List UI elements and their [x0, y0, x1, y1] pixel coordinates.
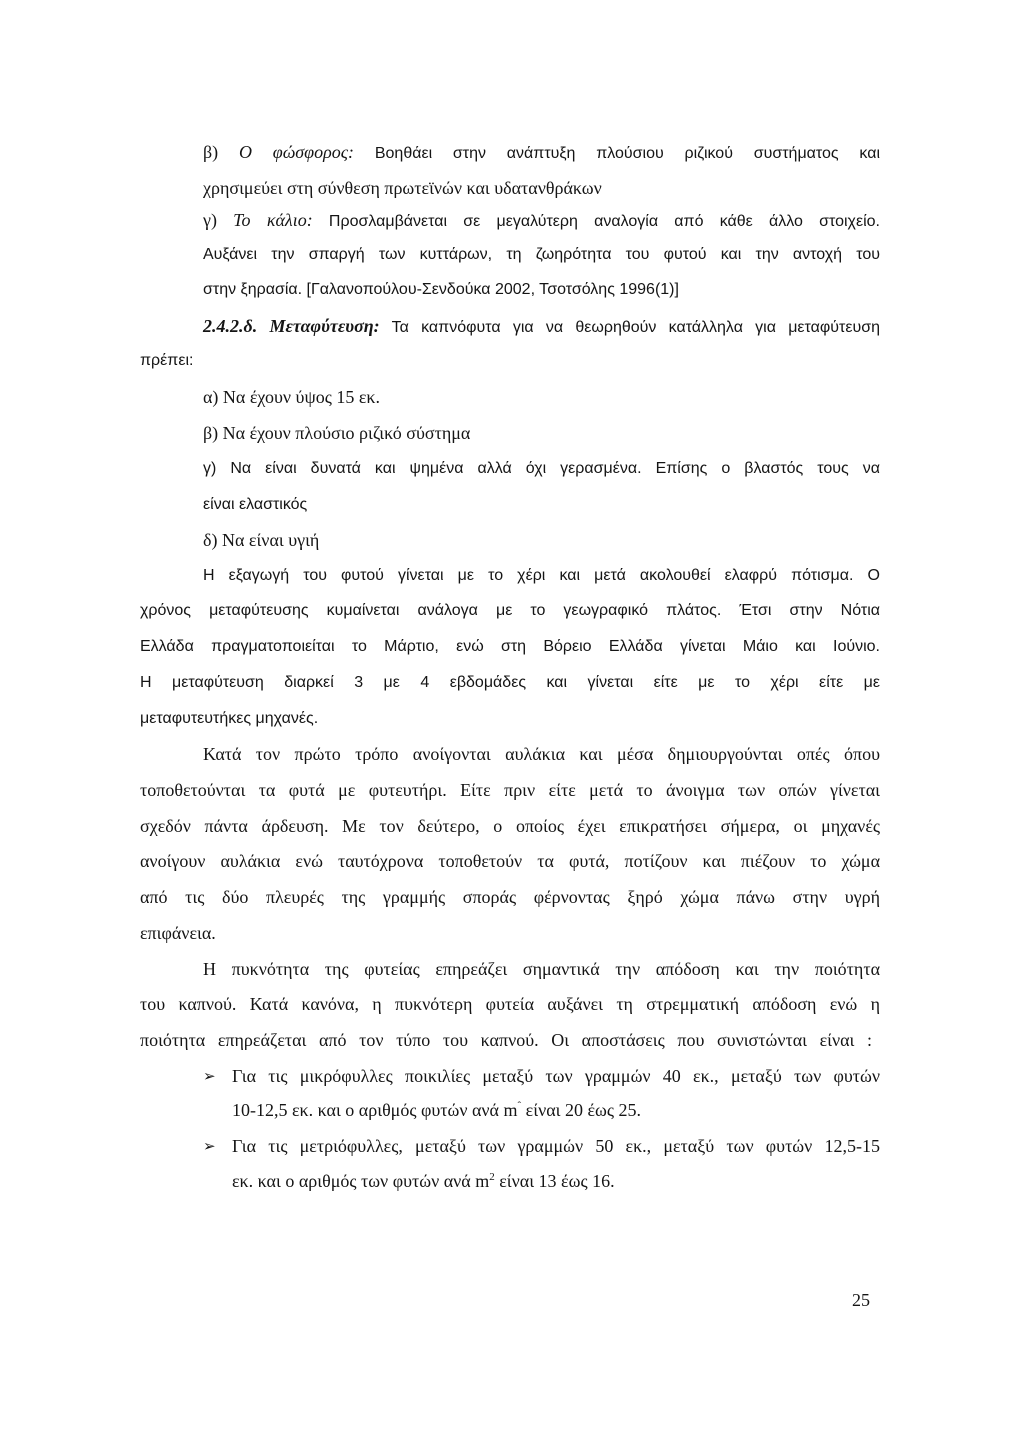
- paragraph-line: επιφάνεια.: [140, 923, 216, 943]
- section-intro-text: Τα καπνόφυτα για να θεωρηθούν κατάλληλα για μεταφύτευση: [391, 319, 881, 336]
- term-phosphorus: Ο φώσφορος:: [238, 142, 355, 162]
- potassium-line-2: Αυξάνει την σπαργή των κυττάρων, τη ζωηρότητα του φυτού και την αντοχή του: [203, 246, 880, 263]
- list-item-text: είναι 20 έως 25.: [521, 1100, 642, 1120]
- superscript: ˆ: [517, 1100, 522, 1112]
- paragraph-line: Κατά τον πρώτο τρόπο ανοίγονται αυλάκια και μέσα δημιουργούνται οπές όπου: [203, 744, 880, 764]
- list-item-line: [232, 1169, 615, 1193]
- list-marker: β): [203, 142, 219, 162]
- paragraph-line: τοποθετούνται τα φυτά με φυτευτήρι. Είτε πριν είτε μετά το άνοιγμα των οπών γίνεται: [140, 780, 880, 800]
- section-intro-line-2: πρέπει:: [140, 352, 194, 369]
- paragraph-line: του καπνού. Κατά κανόνα, η πυκνότερη φυτεία αυξάνει τη στρεμματική απόδοση ενώ η: [140, 994, 880, 1014]
- potassium-text: Προσλαμβάνεται σε μεγαλύτερη αναλογία από κάθε άλλο στοιχείο.: [328, 213, 880, 230]
- paragraph-line: Η μεταφύτευση διαρκεί 3 με 4 εβδομάδες και γίνεται είτε με το χέρι είτε με: [140, 674, 880, 691]
- criteria-item-c: γ) Να είναι δυνατά και ψημένα αλλά όχι γερασμένα. Επίσης ο βλαστός τους να: [203, 460, 880, 477]
- list-item-text: είναι 13 έως 16.: [494, 1171, 615, 1191]
- superscript: 2: [489, 1171, 495, 1183]
- paragraph-line: μεταφυτευτήκες μηχανές.: [140, 710, 319, 727]
- criteria-item-d: δ) Να είναι υγιή: [203, 530, 320, 550]
- criteria-item-a: α) Να έχουν ύψος 15 εκ.: [203, 387, 380, 407]
- phosphorus-text: Βοηθάει στην ανάπτυξη πλούσιου ριζικού συστήματος και: [374, 145, 880, 162]
- paragraph-line: χρόνος μεταφύτευσης κυμαίνεται ανάλογα με το γεωγραφικό πλάτος. Έτσι στην Νότια: [140, 602, 880, 619]
- phosphorus-line-1: [203, 140, 880, 164]
- list-item-line: Για τις μετριόφυλλες, μεταξύ των γραμμών 50 εκ., μεταξύ των φυτών 12,5-15: [232, 1136, 880, 1156]
- paragraph-line: Ελλάδα πραγματοποιείται το Μάρτιο, ενώ στη Βόρειο Ελλάδα γίνεται Μάιο και Ιούνιο.: [140, 638, 880, 655]
- phosphorus-line-2: χρησιμεύει στη σύνθεση πρωτεϊνών και υδατανθράκων: [203, 178, 602, 198]
- paragraph-line: σχεδόν πάντα άρδευση. Με τον δεύτερο, ο οποίος έχει επικρατήσει σήμερα, οι μηχανές: [140, 816, 880, 836]
- list-item-line: [232, 1098, 641, 1122]
- list-item-line: Για τις μικρόφυλλες ποικιλίες μεταξύ των γραμμών 40 εκ., μεταξύ των φυτών: [232, 1066, 880, 1086]
- section-title: Μεταφύτευση:: [269, 316, 380, 336]
- criteria-item-b: β) Να έχουν πλούσιο ριζικό σύστημα: [203, 423, 471, 443]
- section-number: 2.4.2.δ.: [203, 316, 258, 336]
- potassium-line-3: στην ξηρασία. [Γαλανοπούλου-Σενδούκα 2002, Τσοτσόλης 1996(1)]: [203, 281, 679, 298]
- arrow-bullet-icon: ➢: [203, 1067, 216, 1085]
- list-marker: γ): [203, 210, 217, 230]
- list-item-text: 10-12,5 εκ. και ο αριθμός φυτών ανά m: [232, 1100, 518, 1120]
- potassium-line-1: [203, 208, 880, 232]
- page-number: 25: [852, 1290, 870, 1310]
- arrow-bullet-icon: ➢: [203, 1137, 216, 1155]
- criteria-item-c-continued: είναι ελαστικός: [203, 496, 308, 513]
- paragraph-line: ανοίγουν αυλάκια ενώ ταυτόχρονα τοποθετούν τα φυτά, ποτίζουν και πιέζουν το χώμα: [140, 851, 880, 871]
- paragraph-line: ποιότητα επηρεάζεται από τον τύπο του καπνού. Οι αποστάσεις που συνιστώνται είναι :: [140, 1030, 872, 1050]
- term-potassium: Το κάλιο:: [233, 210, 313, 230]
- paragraph-line: Η εξαγωγή του φυτού γίνεται με το χέρι και μετά ακολουθεί ελαφρύ πότισμα. Ο: [203, 567, 880, 584]
- paragraph-line: από τις δύο πλευρές της γραμμής σποράς φέρνοντας ξηρό χώμα πάνω στην υγρή: [140, 887, 880, 907]
- section-heading-line: [203, 314, 880, 338]
- list-item-text: εκ. και ο αριθμός των φυτών ανά m: [232, 1171, 490, 1191]
- paragraph-line: Η πυκνότητα της φυτείας επηρεάζει σημαντικά την απόδοση και την ποιότητα: [203, 959, 880, 979]
